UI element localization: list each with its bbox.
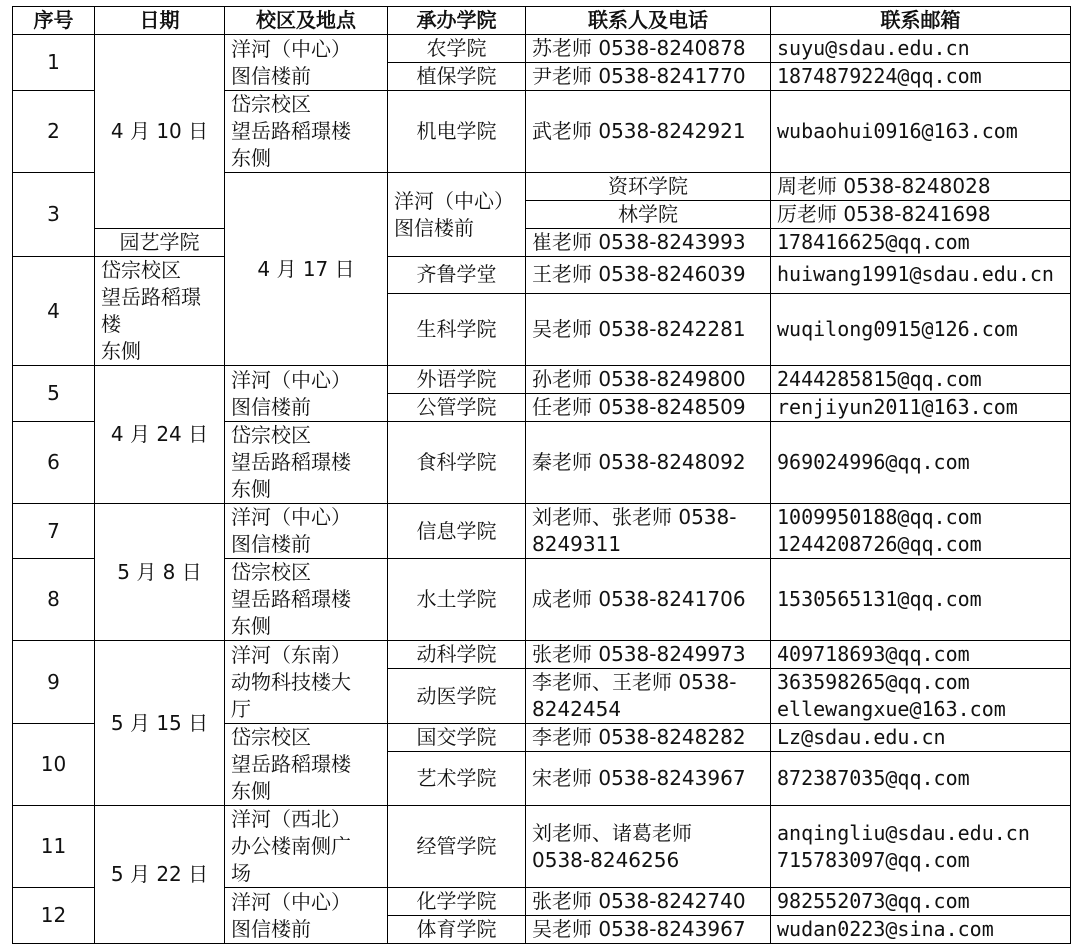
contact-cell: 崔老师 0538-8243993 xyxy=(526,229,771,257)
header-date: 日期 xyxy=(95,7,225,35)
table-row xyxy=(13,257,1071,294)
contact-cell: 吴老师 0538-8243967 xyxy=(526,916,771,944)
college-cell: 化学学院 xyxy=(388,888,526,916)
college-cell: 经管学院 xyxy=(388,806,526,888)
seq-cell: 5 xyxy=(13,366,95,422)
location-cell: 岱宗校区 望岳路稻璟楼 东侧 xyxy=(225,91,388,173)
college-cell: 资环学院 xyxy=(526,173,771,201)
contact-cell: 李老师 0538-8248282 xyxy=(526,724,771,752)
email-cell: 1530565131@qq.com xyxy=(771,559,1071,641)
college-cell: 林学院 xyxy=(526,201,771,229)
email-cell: 1874879224@qq.com xyxy=(771,63,1071,91)
location-cell: 洋河（中心） 图信楼前 xyxy=(225,888,388,944)
college-cell: 公管学院 xyxy=(388,394,526,422)
seq-cell: 3 xyxy=(13,173,95,257)
college-cell: 齐鲁学堂 xyxy=(388,257,526,294)
seq-cell: 9 xyxy=(13,641,95,724)
college-cell: 外语学院 xyxy=(388,366,526,394)
seq-cell: 10 xyxy=(13,724,95,806)
header-college: 承办学院 xyxy=(388,7,526,35)
college-cell: 食科学院 xyxy=(388,422,526,504)
contact-cell: 张老师 0538-8242740 xyxy=(526,888,771,916)
seq-cell: 2 xyxy=(13,91,95,173)
contact-cell: 尹老师 0538-8241770 xyxy=(526,63,771,91)
contact-cell: 任老师 0538-8248509 xyxy=(526,394,771,422)
header-email: 联系邮箱 xyxy=(771,7,1071,35)
contact-cell: 秦老师 0538-8248092 xyxy=(526,422,771,504)
contact-cell: 宋老师 0538-8243967 xyxy=(526,752,771,806)
contact-cell: 苏老师 0538-8240878 xyxy=(526,35,771,63)
seq-cell: 8 xyxy=(13,559,95,641)
email-cell: huiwang1991@sdau.edu.cn xyxy=(771,257,1071,294)
contact-cell: 成老师 0538-8241706 xyxy=(526,559,771,641)
header-seq: 序号 xyxy=(13,7,95,35)
location-cell: 洋河（中心） 图信楼前 xyxy=(225,35,388,91)
college-cell: 动医学院 xyxy=(388,669,526,724)
college-cell: 国交学院 xyxy=(388,724,526,752)
date-cell: 5 月 15 日 xyxy=(95,641,225,806)
seq-cell: 1 xyxy=(13,35,95,91)
seq-cell: 6 xyxy=(13,422,95,504)
email-cell: wudan0223@sina.com xyxy=(771,916,1071,944)
contact-cell: 吴老师 0538-8242281 xyxy=(526,293,771,365)
location-cell: 洋河（中心） 图信楼前 xyxy=(225,366,388,422)
location-cell: 岱宗校区 望岳路稻璟楼 东侧 xyxy=(225,724,388,806)
email-cell: 872387035@qq.com xyxy=(771,752,1071,806)
table-row xyxy=(13,229,1071,257)
date-cell: 4 月 24 日 xyxy=(95,366,225,504)
seq-cell: 7 xyxy=(13,504,95,559)
location-cell: 岱宗校区 望岳路稻璟楼 东侧 xyxy=(225,422,388,504)
seq-cell: 12 xyxy=(13,888,95,944)
college-cell: 信息学院 xyxy=(388,504,526,559)
email-cell: 969024996@qq.com xyxy=(771,422,1071,504)
email-cell: 2444285815@qq.com xyxy=(771,366,1071,394)
location-cell: 洋河（中心） 图信楼前 xyxy=(225,504,388,559)
email-cell: 178416625@qq.com xyxy=(771,229,1071,257)
contact-cell: 王老师 0538-8246039 xyxy=(526,257,771,294)
email-cell: suyu@sdau.edu.cn xyxy=(771,35,1071,63)
location-cell: 岱宗校区 望岳路稻璟楼 东侧 xyxy=(95,257,225,366)
table-row xyxy=(13,35,1071,63)
table-row xyxy=(13,366,1071,394)
location-cell: 洋河（中心） 图信楼前 xyxy=(388,173,526,257)
college-cell: 体育学院 xyxy=(388,916,526,944)
college-cell: 植保学院 xyxy=(388,63,526,91)
email-cell: 409718693@qq.com xyxy=(771,641,1071,669)
email-cell: 363598265@qq.com ellewangxue@163.com xyxy=(771,669,1071,724)
email-cell: anqingliu@sdau.edu.cn 715783097@qq.com xyxy=(771,806,1071,888)
date-cell: 5 月 22 日 xyxy=(95,806,225,944)
seq-cell: 11 xyxy=(13,806,95,888)
table-row xyxy=(13,504,1071,559)
email-cell: Lz@sdau.edu.cn xyxy=(771,724,1071,752)
date-cell: 4 月 17 日 xyxy=(225,173,388,366)
email-cell: 1009950188@qq.com 1244208726@qq.com xyxy=(771,504,1071,559)
contact-cell: 武老师 0538-8242921 xyxy=(526,91,771,173)
contact-cell: 张老师 0538-8249973 xyxy=(526,641,771,669)
email-cell: renjiyun2011@163.com xyxy=(771,394,1071,422)
contact-cell: 刘老师、张老师 0538- 8249311 xyxy=(526,504,771,559)
location-cell: 洋河（西北） 办公楼南侧广 场 xyxy=(225,806,388,888)
table-row xyxy=(13,641,1071,669)
table-row xyxy=(13,806,1071,888)
email-cell: 982552073@qq.com xyxy=(771,888,1071,916)
contact-cell: 孙老师 0538-8249800 xyxy=(526,366,771,394)
date-cell: 5 月 8 日 xyxy=(95,504,225,641)
college-cell: 水土学院 xyxy=(388,559,526,641)
location-cell: 洋河（东南） 动物科技楼大 厅 xyxy=(225,641,388,724)
email-cell: wuqilong0915@126.com xyxy=(771,293,1071,365)
header-row xyxy=(13,7,1071,35)
location-cell: 岱宗校区 望岳路稻璟楼 东侧 xyxy=(225,559,388,641)
contact-cell: 周老师 0538-8248028 xyxy=(771,173,1071,201)
header-contact: 联系人及电话 xyxy=(526,7,771,35)
date-cell: 4 月 10 日 xyxy=(95,35,225,229)
college-cell: 机电学院 xyxy=(388,91,526,173)
contact-cell: 刘老师、诸葛老师 0538-8246256 xyxy=(526,806,771,888)
seq-cell: 4 xyxy=(13,257,95,366)
college-cell: 动科学院 xyxy=(388,641,526,669)
header-location: 校区及地点 xyxy=(225,7,388,35)
schedule-table xyxy=(12,6,1071,944)
contact-cell: 李老师、王老师 0538- 8242454 xyxy=(526,669,771,724)
contact-cell: 厉老师 0538-8241698 xyxy=(771,201,1071,229)
college-cell: 园艺学院 xyxy=(95,229,225,257)
email-cell: wubaohui0916@163.com xyxy=(771,91,1071,173)
college-cell: 艺术学院 xyxy=(388,752,526,806)
college-cell: 农学院 xyxy=(388,35,526,63)
college-cell: 生科学院 xyxy=(388,293,526,365)
